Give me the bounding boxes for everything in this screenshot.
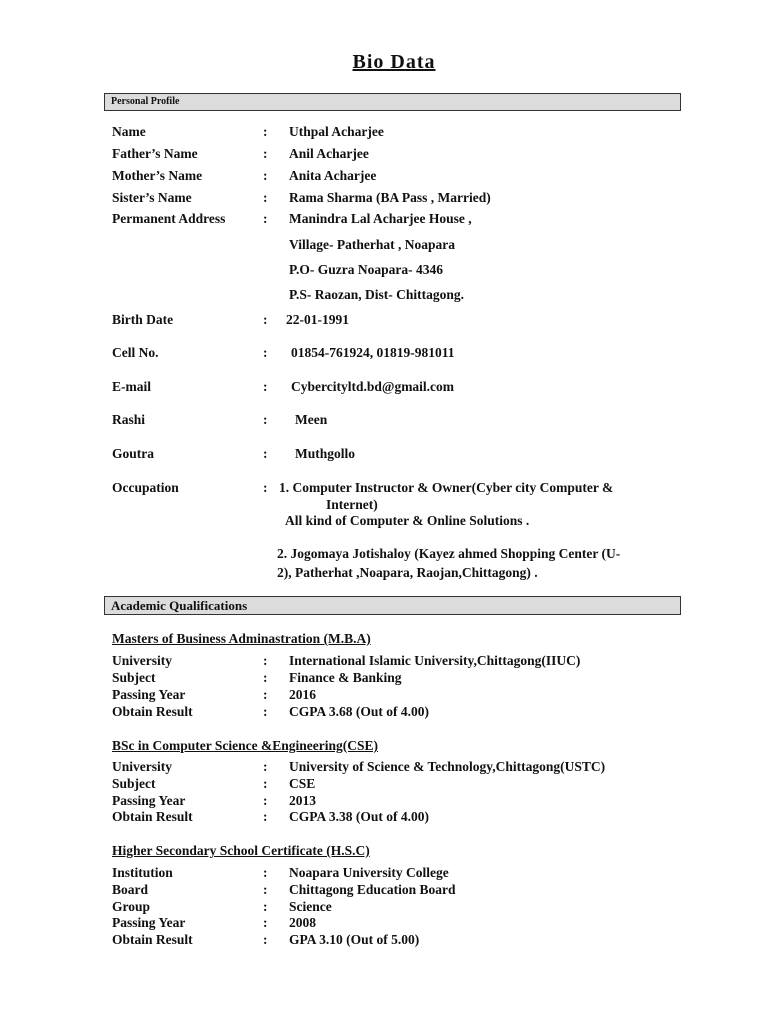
occupation-line: Internet) — [326, 497, 378, 512]
email-value: Cybercityltd.bd@gmail.com — [291, 379, 455, 394]
field-label: University — [112, 653, 172, 668]
mother-value: Anita Acharjee — [289, 168, 377, 183]
field-value: 2013 — [289, 793, 316, 808]
field-value: Chittagong Education Board — [289, 882, 456, 897]
field-label: Institution — [112, 865, 173, 880]
colon: : — [263, 480, 268, 495]
colon: : — [263, 882, 268, 897]
personal-profile-header: Personal Profile — [104, 93, 681, 111]
field-value: Finance & Banking — [289, 670, 402, 685]
field-label: Obtain Result — [112, 809, 193, 824]
name-value: Uthpal Acharjee — [289, 124, 384, 139]
colon: : — [263, 345, 268, 360]
colon: : — [263, 704, 268, 719]
field-label: Board — [112, 882, 149, 897]
email-label: E-mail — [112, 379, 151, 394]
occupation-line: All kind of Computer & Online Solutions . — [285, 513, 530, 528]
cell-value: 01854-761924, 01819-981011 — [291, 345, 455, 360]
address-line: P.O- Guzra Noapara- 4346 — [289, 262, 443, 277]
colon: : — [263, 190, 268, 205]
field-value: CGPA 3.38 (Out of 4.00) — [289, 809, 429, 824]
occupation-line: 2), Patherhat ,Noapara, Raojan,Chittagong) . — [277, 565, 538, 580]
sister-label: Sister’s Name — [112, 190, 192, 205]
rashi-value: Meen — [295, 412, 328, 427]
colon: : — [263, 211, 268, 226]
goutra-value: Muthgollo — [295, 446, 356, 461]
field-value: International Islamic University,Chittagong(IIUC) — [289, 653, 581, 668]
field-label: Obtain Result — [112, 932, 193, 947]
occupation-line: 1. Computer Instructor & Owner(Cyber city Computer & — [279, 480, 614, 495]
colon: : — [263, 446, 268, 461]
cell-label: Cell No. — [112, 345, 159, 360]
address-line: Manindra Lal Acharjee House , — [289, 211, 472, 226]
colon: : — [263, 670, 268, 685]
colon: : — [263, 932, 268, 947]
field-label: Subject — [112, 670, 156, 685]
father-value: Anil Acharjee — [289, 146, 369, 161]
field-value: Noapara University College — [289, 865, 449, 880]
name-label: Name — [112, 124, 146, 139]
page-title: Bio Data — [352, 51, 436, 73]
field-label: Passing Year — [112, 793, 186, 808]
field-label: Obtain Result — [112, 704, 193, 719]
colon: : — [263, 379, 268, 394]
sister-value: Rama Sharma (BA Pass , Married) — [289, 190, 491, 205]
colon: : — [263, 653, 268, 668]
colon: : — [263, 915, 268, 930]
colon: : — [263, 776, 268, 791]
address-line: P.S- Raozan, Dist- Chittagong. — [289, 287, 465, 302]
field-value: Science — [289, 899, 332, 914]
field-label: Passing Year — [112, 915, 186, 930]
academic-qualifications-header: Academic Qualifications — [104, 596, 681, 615]
field-label: Passing Year — [112, 687, 186, 702]
bsc-title: BSc in Computer Science &Engineering(CSE) — [112, 738, 378, 753]
field-value: GPA 3.10 (Out of 5.00) — [289, 932, 420, 947]
colon: : — [263, 899, 268, 914]
field-value: University of Science & Technology,Chittagong(USTC) — [289, 759, 606, 774]
colon: : — [263, 809, 268, 824]
occupation-label: Occupation — [112, 480, 179, 495]
birth-value: 22-01-1991 — [286, 312, 349, 327]
rashi-label: Rashi — [112, 412, 146, 427]
field-label: University — [112, 759, 172, 774]
colon: : — [263, 865, 268, 880]
colon: : — [263, 146, 268, 161]
hsc-title: Higher Secondary School Certificate (H.S.C) — [112, 843, 370, 858]
father-label: Father’s Name — [112, 146, 198, 161]
address-line: Village- Patherhat , Noapara — [289, 237, 455, 252]
occupation-line: 2. Jogomaya Jotishaloy (Kayez ahmed Shopping Center (U- — [277, 546, 621, 561]
goutra-label: Goutra — [112, 446, 154, 461]
colon: : — [263, 124, 268, 139]
mother-label: Mother’s Name — [112, 168, 203, 183]
colon: : — [263, 759, 268, 774]
colon: : — [263, 793, 268, 808]
field-value: CSE — [289, 776, 316, 791]
colon: : — [263, 312, 268, 327]
mba-title: Masters of Business Adminastration (M.B.A) — [112, 631, 371, 646]
field-label: Subject — [112, 776, 156, 791]
colon: : — [263, 168, 268, 183]
colon: : — [263, 687, 268, 702]
field-value: CGPA 3.68 (Out of 4.00) — [289, 704, 429, 719]
colon: : — [263, 412, 268, 427]
address-label: Permanent Address — [112, 211, 226, 226]
field-value: 2008 — [289, 915, 316, 930]
birth-label: Birth Date — [112, 312, 174, 327]
field-label: Group — [112, 899, 151, 914]
field-value: 2016 — [289, 687, 316, 702]
